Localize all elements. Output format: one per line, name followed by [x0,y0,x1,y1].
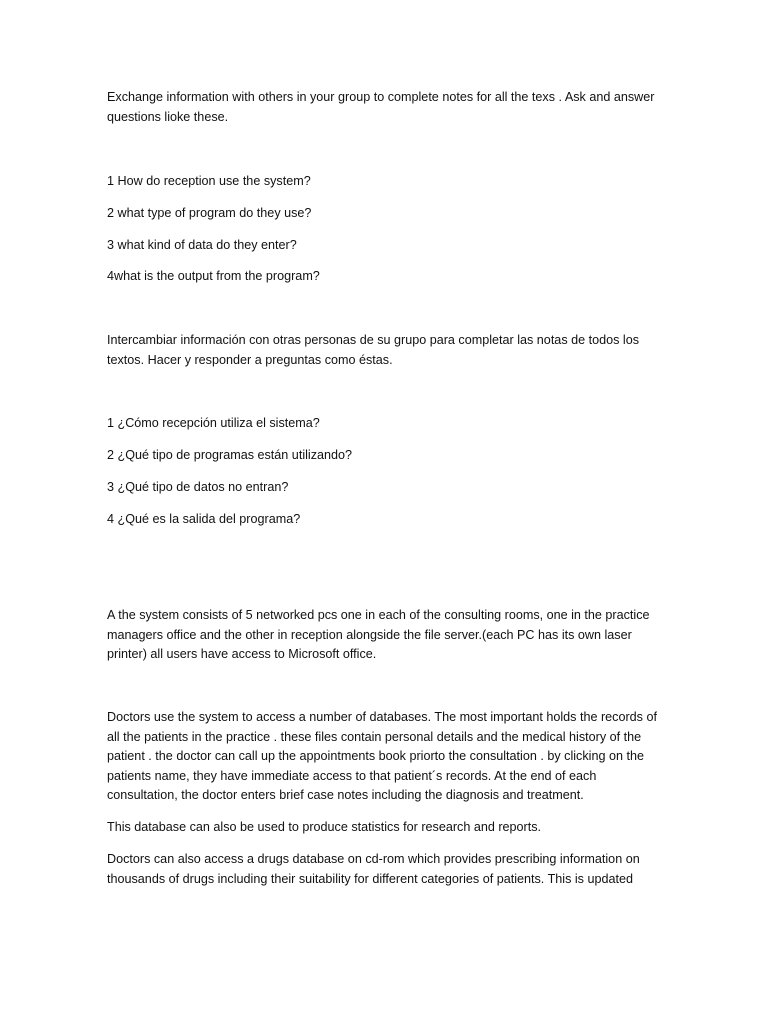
intro-english: Exchange information with others in your group to complete notes for all the texs . Ask and answer questions lioke these. [107,90,655,124]
intro-spanish: Intercambiar información con otras personas de su grupo para completar las notas de todos los textos. Hacer y responder a preguntas como éstas. [107,333,640,367]
question-en-2: 2 what type of program do they use? [107,206,312,220]
question-es-2: 2 ¿Qué tipo de programas están utilizando? [107,448,353,462]
paragraph-statistics: This database can also be used to produce statistics for research and reports. [107,820,542,834]
question-es-4: 4 ¿Qué es la salida del programa? [107,512,301,526]
question-es-1: 1 ¿Cómo recepción utiliza el sistema? [107,416,320,430]
question-en-3: 3 what kind of data do they enter? [107,238,297,252]
paragraph-drugs-database: Doctors can also access a drugs database on cd-rom which provides prescribing information on thousands of drugs including their suitability for different categories of patients. This is updated [107,852,640,886]
paragraph-doctors-databases: Doctors use the system to access a number of databases. The most important holds the records of all the patients in the practice . these files contain personal details and the medical history of the patient . the doctor can call up the appointments book priorto the consultation . by clicking on the patients name, they have immediate access to that patient´s records. At the end of each consultation, the doctor enters brief case notes including the diagnosis and treatment. [107,710,657,803]
paragraph-system: A the system consists of 5 networked pcs one in each of the consulting rooms, one in the practice managers office and the other in reception alongside the file server.(each PC has its own laser printer) all users have access to Microsoft office. [107,608,650,662]
question-es-3: 3 ¿Qué tipo de datos no entran? [107,480,289,494]
question-en-1: 1 How do reception use the system? [107,174,311,188]
question-en-4: 4what is the output from the program? [107,269,320,283]
